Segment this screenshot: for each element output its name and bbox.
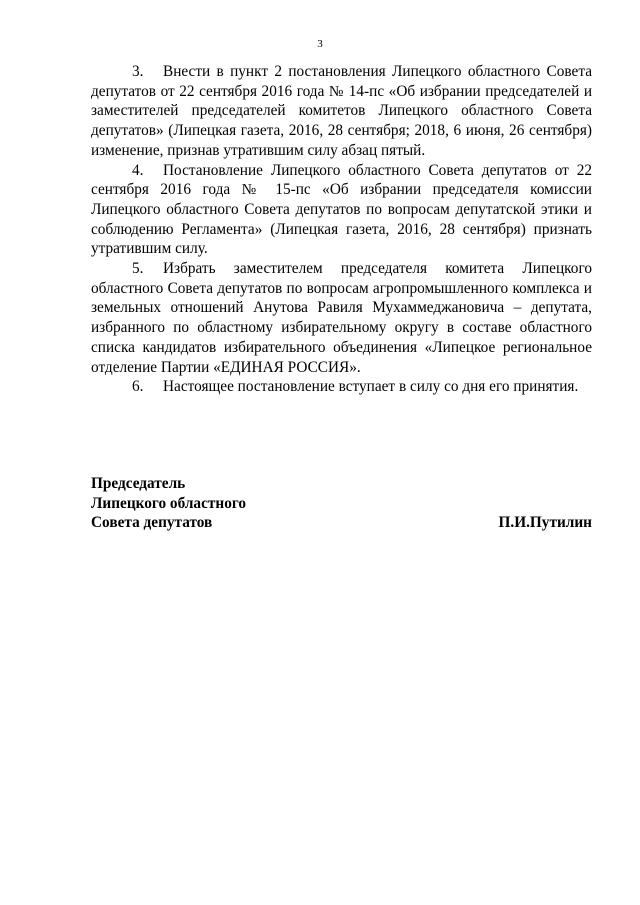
paragraph-text: Внести в пункт 2 постановления Липецкого областного Совета депутатов от 22 сентября 2016 года № 14-пс «Об избрании председателей и заместителей председателей комитетов Липецкого областного Совета депутатов» (Липецкая газета, 2016, 28 сентября; 2018, 6 июня, 26 сентября) изменение, признав утратившим силу абзац пятый. (91, 63, 592, 159)
paragraph-text: Постановление Липецкого областного Совета депутатов от 22 сентября 2016 года № 15-пс «Об избрании председателя комиссии Липецкого областного Совета депутатов по вопросам депутатской этики и соблюдению Регламента» (Липецкая газета, 2016, 28 сентября) признать утратившим силу. (91, 161, 592, 258)
paragraph-number: 5. (132, 260, 144, 278)
signature-title-line-3 (91, 513, 592, 533)
paragraph-number: 4. (132, 161, 144, 179)
signature-organization: Липецкого областного (91, 494, 247, 512)
signatory-name: П.И.Путилин (498, 514, 592, 531)
paragraph-5 (91, 259, 592, 377)
paragraph-text: Избрать заместителем председателя комитета Липецкого областного Совета депутатов по вопросам агропромышленного комплекса и земельных отношений Анутова Равиля Мухаммеджановича – депутата, избранного по областному избирательному округу в составе областного списка кандидатов избирательного объединения «Липецкое региональное отделение Партии «ЕДИНАЯ РОССИЯ». (91, 260, 592, 376)
document-body (91, 62, 592, 397)
paragraph-6 (91, 377, 592, 397)
signature-organization-end: Совета депутатов (91, 514, 213, 531)
paragraph-text: Настоящее постановление вступает в силу со дня его принятия. (163, 378, 579, 396)
page-number: 3 (317, 38, 323, 50)
paragraph-number: 6. (132, 378, 144, 396)
signature-title: Председатель (91, 475, 186, 492)
signature-title-line-2 (91, 494, 592, 514)
signature-block (91, 474, 592, 533)
paragraph-3 (91, 62, 592, 161)
paragraph-number: 3. (132, 63, 144, 80)
paragraph-4 (91, 161, 592, 260)
signature-title-line-1 (91, 474, 592, 494)
